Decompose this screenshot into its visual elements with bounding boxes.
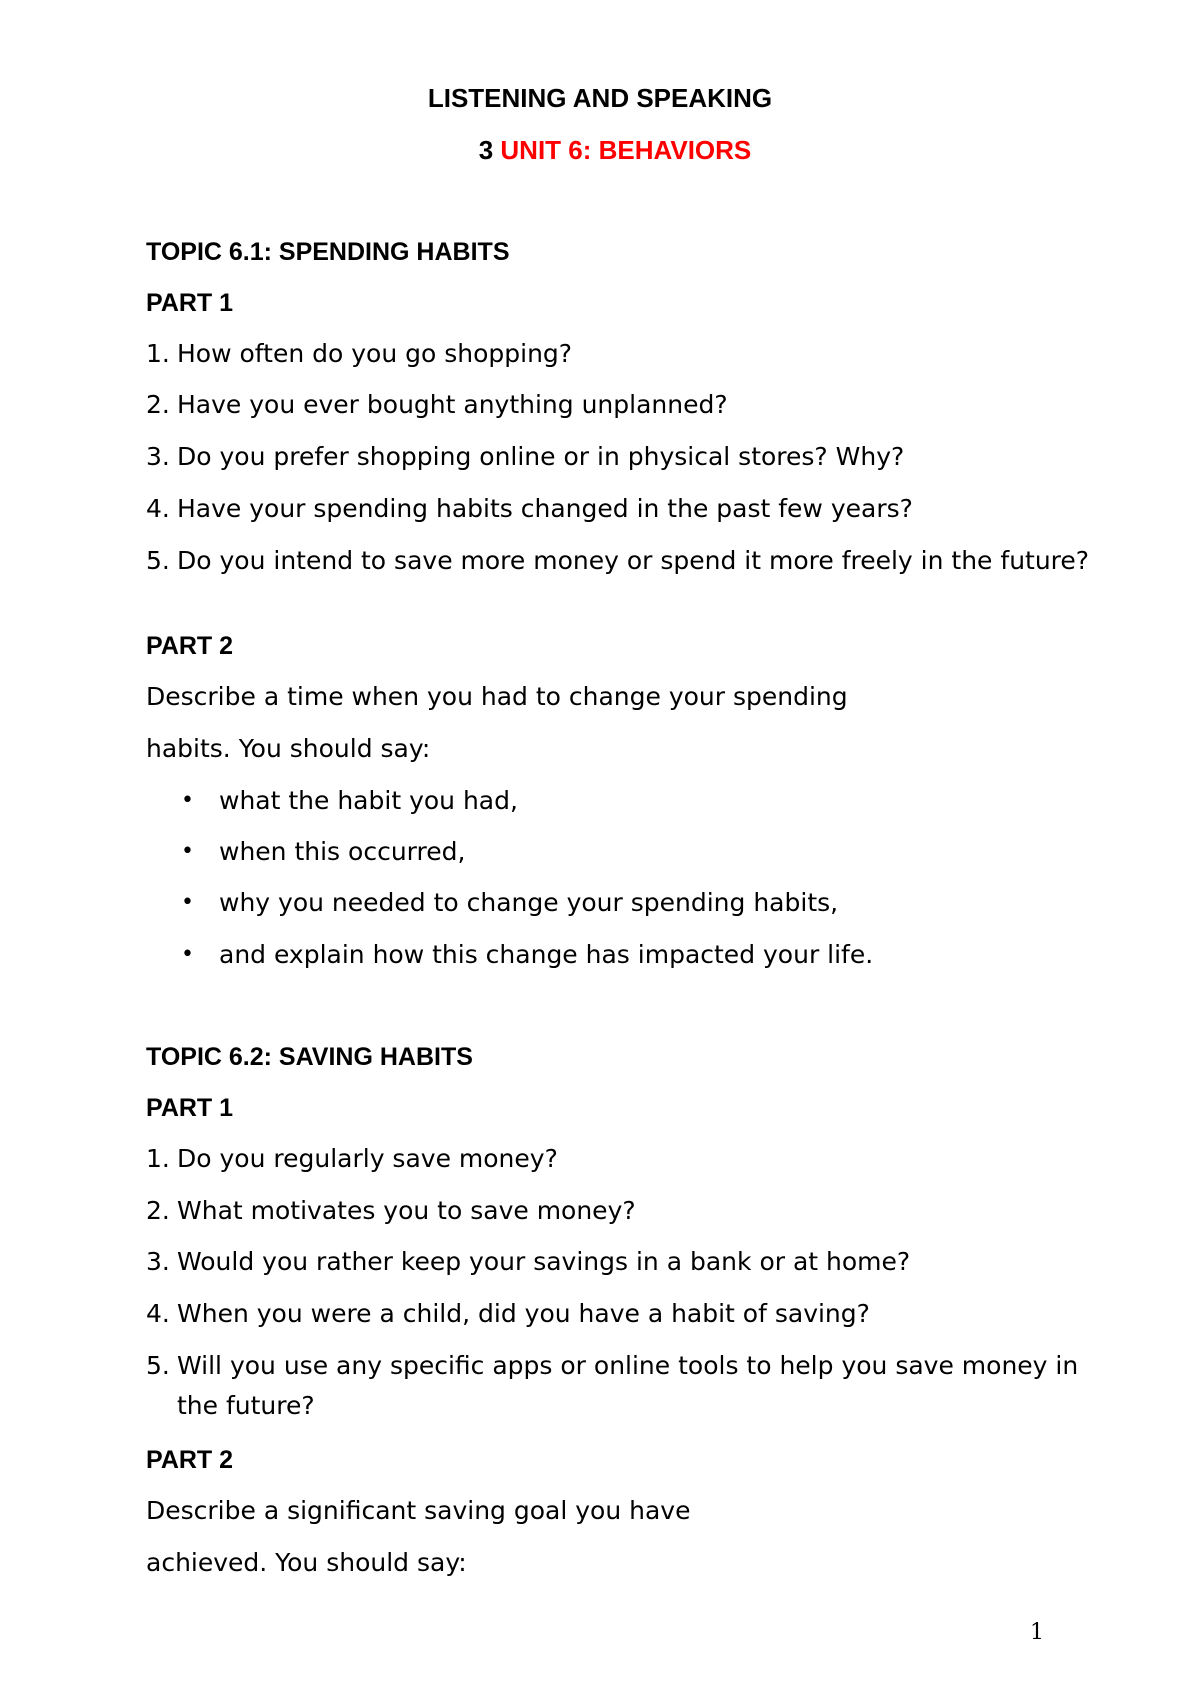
bullet-item xyxy=(181,785,1081,817)
question-number: 1. xyxy=(146,339,170,368)
bullet-item xyxy=(181,887,1081,919)
question-item xyxy=(146,493,1116,525)
prompt-line: Describe a significant saving goal you have xyxy=(146,1496,691,1525)
question-number: 4. xyxy=(146,1299,170,1328)
part-heading: PART 1 xyxy=(146,1094,234,1122)
question-text: Do you intend to save more money or spend it more freely in the future? xyxy=(177,546,1090,575)
question-number: 2. xyxy=(146,1196,170,1225)
bullet-text: and explain how this change has impacted your life. xyxy=(219,940,874,969)
bullet-text: when this occurred, xyxy=(219,837,466,866)
question-number: 4. xyxy=(146,494,170,523)
question-number: 2. xyxy=(146,390,170,419)
bullet-text: what the habit you had, xyxy=(219,786,518,815)
document-subtitle xyxy=(0,134,1200,166)
topic-heading: TOPIC 6.2: SAVING HABITS xyxy=(146,1043,473,1071)
part-heading: PART 1 xyxy=(146,289,234,317)
question-text: How often do you go shopping? xyxy=(177,339,573,368)
question-item xyxy=(146,1298,1116,1330)
question-text: Do you prefer shopping online or in physical stores? Why? xyxy=(177,442,905,471)
prompt-line: Describe a time when you had to change your spending xyxy=(146,682,848,711)
document-title: LISTENING AND SPEAKING xyxy=(427,83,773,113)
question-item xyxy=(146,1143,1116,1175)
bullet-text: why you needed to change your spending habits, xyxy=(219,888,839,917)
question-item xyxy=(146,1350,1096,1426)
question-number: 1. xyxy=(146,1144,170,1173)
part-heading: PART 2 xyxy=(146,1446,234,1474)
prompt-line: habits. You should say: xyxy=(146,734,431,763)
question-item xyxy=(146,389,1116,421)
question-text: Do you regularly save money? xyxy=(177,1144,558,1173)
question-item xyxy=(146,545,1116,577)
question-text: What motivates you to save money? xyxy=(177,1196,636,1225)
bullet-icon: • xyxy=(181,839,194,864)
question-text: Would you rather keep your savings in a bank or at home? xyxy=(177,1247,911,1276)
part-heading: PART 2 xyxy=(146,632,234,660)
question-text: Will you use any specific apps or online tools to help you save money in the future? xyxy=(177,1351,1079,1420)
topic-heading: TOPIC 6.1: SPENDING HABITS xyxy=(146,238,510,266)
subtitle-prefix: 3 xyxy=(478,135,494,165)
question-text: When you were a child, did you have a habit of saving? xyxy=(177,1299,870,1328)
subtitle-unit: UNIT 6: BEHAVIORS xyxy=(500,135,752,165)
question-number: 5. xyxy=(146,546,170,575)
prompt-line: achieved. You should say: xyxy=(146,1548,467,1577)
question-text: Have your spending habits changed in the past few years? xyxy=(177,494,913,523)
question-number: 5. xyxy=(146,1351,170,1380)
bullet-icon: • xyxy=(181,890,194,915)
bullet-icon: • xyxy=(181,942,194,967)
question-item xyxy=(146,1246,1116,1278)
page-number: 1 xyxy=(1030,1620,1044,1645)
question-item xyxy=(146,338,1116,370)
bullet-item xyxy=(181,939,1081,971)
question-number: 3. xyxy=(146,1247,170,1276)
bullet-icon: • xyxy=(181,788,194,813)
question-item xyxy=(146,441,1116,473)
question-item xyxy=(146,1195,1116,1227)
question-text: Have you ever bought anything unplanned? xyxy=(177,390,728,419)
question-number: 3. xyxy=(146,442,170,471)
bullet-item xyxy=(181,836,1081,868)
